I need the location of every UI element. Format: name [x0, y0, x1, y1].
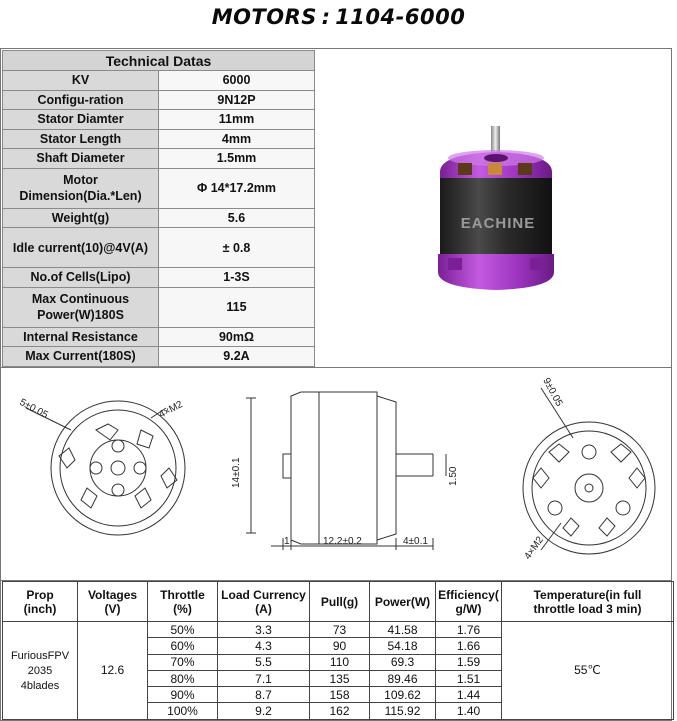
spec-value-shaft-diameter: 1.5mm	[159, 149, 315, 169]
right-diameter-label: 9±0.05	[540, 376, 565, 409]
current-cell: 8.7	[218, 687, 310, 703]
efficiency-cell: 1.76	[436, 622, 502, 638]
header-pull: Pull(g)	[310, 582, 370, 622]
pull-cell: 135	[310, 670, 370, 686]
current-cell: 3.3	[218, 622, 310, 638]
pull-cell: 162	[310, 703, 370, 719]
spec-value-stator-diameter: 11mm	[159, 110, 315, 130]
power-cell: 89.46	[370, 670, 436, 686]
header-power: Power(W)	[370, 582, 436, 622]
right-outer-circle	[523, 422, 655, 554]
current-cell: 9.2	[218, 703, 310, 719]
efficiency-cell: 1.40	[436, 703, 502, 719]
dimension-drawing	[1, 368, 672, 582]
spec-label-motor-dimension: Motor Dimension(Dia.*Len)	[3, 168, 159, 208]
spec-value-idle-current: ± 0.8	[159, 228, 315, 268]
left-diameter-label: 5±0.05	[17, 396, 50, 421]
header-prop: Prop (inch)	[3, 582, 78, 622]
current-cell: 7.1	[218, 670, 310, 686]
header-voltages: Voltages (V)	[78, 582, 148, 622]
prop-cell: FuriousFPV 2035 4blades	[3, 622, 78, 720]
header-temperature: Temperature(in full throttle load 3 min)	[502, 582, 674, 622]
throttle-cell: 100%	[148, 703, 218, 719]
right-screw-label: 4×M2	[522, 534, 546, 562]
pull-cell: 90	[310, 638, 370, 654]
pull-cell: 110	[310, 654, 370, 670]
motor-photo	[318, 50, 672, 366]
power-cell: 41.58	[370, 622, 436, 638]
throttle-cell: 50%	[148, 622, 218, 638]
efficiency-cell: 1.51	[436, 670, 502, 686]
current-cell: 4.3	[218, 638, 310, 654]
spec-label-stator-diameter: Stator Diamter	[3, 110, 159, 130]
spec-label-kv: KV	[3, 71, 159, 91]
power-cell: 115.92	[370, 703, 436, 719]
performance-table	[2, 581, 674, 720]
left-outer-circle	[51, 401, 185, 535]
spec-table	[2, 50, 315, 367]
pull-cell: 158	[310, 687, 370, 703]
efficiency-cell: 1.59	[436, 654, 502, 670]
left-small-dim-label: 1	[284, 536, 290, 547]
spec-label-stator-length: Stator Length	[3, 129, 159, 149]
spec-label-internal-resistance: Internal Resistance	[3, 327, 159, 347]
throttle-cell: 70%	[148, 654, 218, 670]
efficiency-cell: 1.44	[436, 687, 502, 703]
body-diameter-label: 14±0.1	[231, 457, 242, 488]
spec-header: Technical Datas	[3, 51, 315, 71]
brand-text: EACHINE	[460, 215, 536, 232]
throttle-cell: 80%	[148, 670, 218, 686]
spec-value-motor-dimension: Φ 14*17.2mm	[159, 168, 315, 208]
body-length-label: 12.2±0.2	[323, 536, 362, 547]
spec-value-max-power: 115	[159, 287, 315, 327]
voltage-cell: 12.6	[78, 622, 148, 720]
throttle-cell: 90%	[148, 687, 218, 703]
spec-label-idle-current: Idle current(10)@4V(A)	[3, 228, 159, 268]
spec-value-stator-length: 4mm	[159, 129, 315, 149]
spec-label-configuration: Configu-ration	[3, 90, 159, 110]
technical-drawing	[1, 367, 672, 581]
left-screw-label: 4×M2	[157, 399, 185, 421]
power-cell: 109.62	[370, 687, 436, 703]
pull-cell: 73	[310, 622, 370, 638]
spec-label-shaft-diameter: Shaft Diameter	[3, 149, 159, 169]
current-cell: 5.5	[218, 654, 310, 670]
shaft-diameter-label: 1.50	[448, 466, 459, 486]
header-efficiency: Efficiency( g/W)	[436, 582, 502, 622]
efficiency-cell: 1.66	[436, 638, 502, 654]
shaft-length-label: 4±0.1	[403, 536, 428, 547]
header-throttle: Throttle (%)	[148, 582, 218, 622]
spec-label-weight: Weight(g)	[3, 208, 159, 228]
spec-value-kv: 6000	[159, 71, 315, 91]
page-title: MOTORS : 1104-6000	[211, 5, 466, 29]
spec-value-max-current: 9.2A	[159, 347, 315, 367]
power-cell: 69.3	[370, 654, 436, 670]
spec-value-internal-resistance: 90mΩ	[159, 327, 315, 347]
throttle-cell: 60%	[148, 638, 218, 654]
spec-label-max-current: Max Current(180S)	[3, 347, 159, 367]
power-cell: 54.18	[370, 638, 436, 654]
spec-label-max-power: Max Continuous Power(W)180S	[3, 287, 159, 327]
header-load-currency: Load Currency (A)	[218, 582, 310, 622]
spec-value-configuration: 9N12P	[159, 90, 315, 110]
temperature-cell: 55℃	[502, 622, 674, 720]
motor-illustration	[318, 50, 672, 366]
table-row	[3, 622, 674, 638]
spec-value-cells: 1-3S	[159, 268, 315, 288]
spec-value-weight: 5.6	[159, 208, 315, 228]
spec-label-cells: No.of Cells(Lipo)	[3, 268, 159, 288]
